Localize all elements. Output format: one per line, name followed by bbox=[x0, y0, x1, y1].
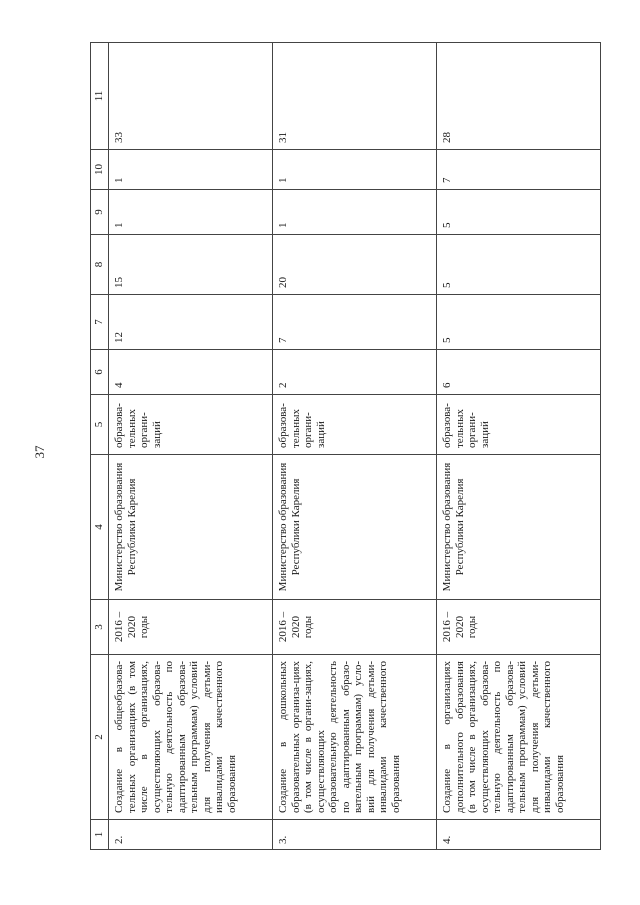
row-value-6: 4 bbox=[109, 350, 273, 395]
header-cell: 5 bbox=[91, 395, 109, 455]
row-value-9: 1 bbox=[109, 190, 273, 235]
row-description: Создание в организациях дополнительного образования (в том числе в организациях, осуществляющих образова-тельную деятельность по адаптированным образова-тельным программам) условий для получения детьми-инвалидами качественного образования bbox=[437, 655, 601, 820]
row-unit: образова-тельных органи-заций bbox=[109, 395, 273, 455]
row-value-8: 15 bbox=[109, 235, 273, 295]
header-cell: 3 bbox=[91, 600, 109, 655]
row-unit: образова-тельных органи-заций bbox=[437, 395, 601, 455]
header-cell: 10 bbox=[91, 150, 109, 190]
row-executor: Министерство образования Республики Карелия bbox=[109, 455, 273, 600]
row-number: 4. bbox=[437, 820, 601, 850]
header-cell: 6 bbox=[91, 350, 109, 395]
row-value-11: 31 bbox=[273, 43, 437, 150]
row-value-7: 12 bbox=[109, 295, 273, 350]
row-executor: Министерство образования Республики Карелия bbox=[273, 455, 437, 600]
row-value-7: 5 bbox=[437, 295, 601, 350]
header-cell: 4 bbox=[91, 455, 109, 600]
row-value-9: 1 bbox=[273, 190, 437, 235]
row-value-6: 6 bbox=[437, 350, 601, 395]
row-executor: Министерство образования Республики Карелия bbox=[437, 455, 601, 600]
row-value-10: 7 bbox=[437, 150, 601, 190]
row-value-10: 1 bbox=[273, 150, 437, 190]
row-value-8: 20 bbox=[273, 235, 437, 295]
row-value-6: 2 bbox=[273, 350, 437, 395]
table-row bbox=[109, 43, 273, 850]
header-cell: 8 bbox=[91, 235, 109, 295]
row-value-9: 5 bbox=[437, 190, 601, 235]
row-description: Создание в общеобразова-тельных организациях (в том числе в организациях, осуществляющих образова-тельную деятельность по адаптированным образова-тельным программам) условий для получения детьми-инвалидами качественного образования bbox=[109, 655, 273, 820]
table-row bbox=[437, 43, 601, 850]
row-value-10: 1 bbox=[109, 150, 273, 190]
row-period: 2016 – 2020 годы bbox=[437, 600, 601, 655]
header-cell: 9 bbox=[91, 190, 109, 235]
row-value-8: 5 bbox=[437, 235, 601, 295]
rotated-table bbox=[90, 43, 601, 850]
table-row bbox=[273, 43, 437, 850]
header-cell: 2 bbox=[91, 655, 109, 820]
page-number: 37 bbox=[32, 445, 47, 459]
program-table bbox=[90, 42, 601, 850]
row-unit: образова-тельных органи-заций bbox=[273, 395, 437, 455]
header-row bbox=[91, 43, 109, 850]
row-number: 3. bbox=[273, 820, 437, 850]
header-cell: 11 bbox=[91, 43, 109, 150]
row-value-11: 33 bbox=[109, 43, 273, 150]
row-description: Создание в дошкольных образовательных организа-циях (в том числе в органи-зациях, осуществляющих образовательную деятельность по адаптированным образо-вательным программам) усло-вий для получения детьми-инвалидами качественного образования bbox=[273, 655, 437, 820]
row-number: 2. bbox=[109, 820, 273, 850]
row-value-11: 28 bbox=[437, 43, 601, 150]
row-period: 2016 – 2020 годы bbox=[109, 600, 273, 655]
row-period: 2016 – 2020 годы bbox=[273, 600, 437, 655]
table-container bbox=[90, 43, 601, 850]
header-cell: 7 bbox=[91, 295, 109, 350]
header-cell: 1 bbox=[91, 820, 109, 850]
row-value-7: 7 bbox=[273, 295, 437, 350]
